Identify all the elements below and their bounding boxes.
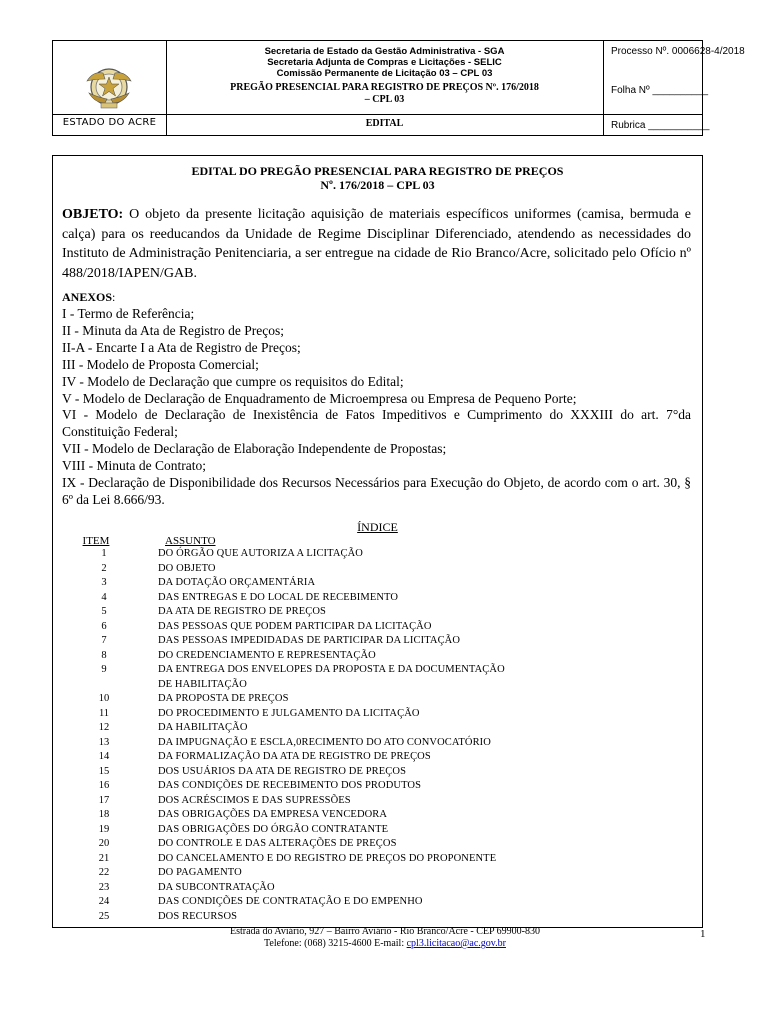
indice-item-number-text: 5 <box>101 606 107 617</box>
pregao-line-1: PREGÃO PRESENCIAL PARA REGISTRO DE PREÇOS Nº. 176/2018 <box>230 82 539 93</box>
header-edital: EDITAL <box>365 118 404 129</box>
indice-row <box>53 707 693 722</box>
indice-item-subject: DAS PESSOAS IMPEDIDADAS DE PARTICIPAR DA LICITAÇÃO <box>158 635 461 646</box>
anexo-item: I - Termo de Referência; <box>62 306 195 321</box>
footer-address: Estrada do Aviário, 927 – Bairro Aviário - Rio Branco/Acre - CEP 69900-830 <box>229 926 541 937</box>
indice-item-number-text: 16 <box>98 780 110 791</box>
indice-item-number <box>53 837 150 852</box>
comissao-line: Comissão Permanente de Licitação 03 – CPL 03 <box>276 68 493 79</box>
indice-item-number <box>53 721 150 736</box>
indice-item-subject: DO PAGAMENTO <box>158 867 242 878</box>
indice-item-subject: DA PROPOSTA DE PREÇOS <box>158 693 289 704</box>
indice-item-subject: DA HABILITAÇÃO <box>158 722 248 733</box>
indice-item-number-text: 23 <box>98 881 110 893</box>
objeto-label: OBJETO: <box>62 207 124 222</box>
edital-title-line-2: Nº. 176/2018 – CPL 03 <box>320 178 435 192</box>
indice-item-subject: DO ÓRGÃO QUE AUTORIZA A LICITAÇÃO <box>158 548 363 559</box>
edital-title-line-1: EDITAL DO PREGÃO PRESENCIAL PARA REGISTRO DE PREÇOS <box>191 164 564 178</box>
indice-row <box>53 692 693 707</box>
indice-item-subject: DAS ENTREGAS E DO LOCAL DE RECEBIMENTO <box>158 591 399 603</box>
indice-item-number <box>53 562 150 577</box>
indice-row <box>53 547 693 562</box>
indice-item-subject: DA ATA DE REGISTRO DE PREÇOS <box>158 606 326 617</box>
indice-item-subject: DO OBJETO <box>158 562 216 574</box>
footer-email-link[interactable]: cpl3.licitacao@ac.gov.br <box>406 938 506 949</box>
indice-item-subject: DAS OBRIGAÇÕES DA EMPRESA VENCEDORA <box>158 809 388 820</box>
indice-item-number-text: 14 <box>98 751 110 762</box>
indice-row <box>53 605 693 620</box>
anexo-item: III - Modelo de Proposta Comercial; <box>62 356 259 372</box>
indice-item-number <box>53 620 150 635</box>
indice-item-number <box>53 823 150 838</box>
edital-title <box>53 164 702 192</box>
indice-item-number-text: 3 <box>101 577 107 588</box>
pregao-line-2: – CPL 03 <box>364 94 405 105</box>
anexo-item: IX - Declaração de Disponibilidade dos Recursos Necessários para Execução do Objeto, de acordo com o art. 30, § 6º da Lei 8.666/93. <box>62 475 691 507</box>
document-footer <box>0 926 770 950</box>
indice-title: ÍNDICE <box>357 520 398 534</box>
indice-item-number-text: 22 <box>98 867 110 878</box>
indice-item-number <box>53 707 150 722</box>
indice-item-subject: DA ENTREGA DOS ENVELOPES DA PROPOSTA E DA DOCUMENTAÇÃO <box>158 664 505 675</box>
secretaria-line: Secretaria de Estado da Gestão Administrativa - SGA <box>264 46 505 57</box>
indice-row <box>53 750 693 765</box>
indice-item-number <box>53 910 150 925</box>
indice-item-number-text: 12 <box>98 722 110 733</box>
indice-item-number-text: 9 <box>101 664 107 675</box>
indice-assunto-header: ASSUNTO <box>165 535 216 547</box>
header-pregao <box>166 82 603 106</box>
anexos-heading <box>62 290 115 305</box>
indice-item-number-text: 7 <box>101 635 107 646</box>
indice-item-number <box>53 866 150 881</box>
indice-item-subject: DA SUBCONTRATAÇÃO <box>158 881 275 893</box>
indice-item-subject: DAS PESSOAS QUE PODEM PARTICIPAR DA LICITAÇÃO <box>158 620 432 632</box>
indice-item-number-text: 10 <box>98 693 110 704</box>
indice-item-subject: DO CANCELAMENTO E DO REGISTRO DE PREÇOS DO PROPONENTE <box>158 852 497 864</box>
indice-item-number <box>53 808 150 823</box>
indice-item-number <box>53 779 150 794</box>
indice-row <box>53 562 693 577</box>
secretaria-adjunta-line: Secretaria Adjunta de Compras e Licitações - SELIC <box>267 57 502 68</box>
indice-item-number <box>53 852 150 867</box>
indice-row <box>53 721 693 736</box>
indice-row <box>53 634 693 649</box>
anexos-list <box>62 306 691 509</box>
anexo-item: II - Minuta da Ata de Registro de Preços; <box>62 322 284 338</box>
indice-row <box>53 765 693 780</box>
indice-row <box>53 576 693 591</box>
document-header <box>52 40 745 136</box>
state-name: ESTADO DO ACRE <box>62 117 157 128</box>
objeto-text: O objeto da presente licitação aquisição de materiais específicos uniformes (camisa, bermuda e calça) para os reeducandos da Unidade de Regime Disciplinar Diferenciado, atendendo as necessidades do Instituto de Administração Penitenciaria, a ser entregue na cidade de Rio Branco/Acre, solicitado pelo Ofício nº 488/2018/IAPEN/GAB. <box>62 207 691 281</box>
indice-item-number <box>53 605 150 620</box>
indice-row <box>53 866 693 881</box>
indice-row <box>53 895 693 910</box>
indice-item-number-text: 2 <box>101 562 107 574</box>
indice-item-subject: DO PROCEDIMENTO E JULGAMENTO DA LICITAÇÃO <box>158 707 420 719</box>
indice-item-number <box>53 591 150 606</box>
indice-item-number-text: 11 <box>98 707 110 719</box>
header-divider <box>53 114 702 115</box>
header-process-cell <box>603 41 745 135</box>
indice-item-number <box>53 547 150 562</box>
anexos-colon: : <box>112 290 116 304</box>
objeto-paragraph <box>62 205 691 283</box>
indice-item-number <box>53 765 150 780</box>
indice-item-number <box>53 649 150 664</box>
header-logo-cell <box>53 41 167 135</box>
folha-field: Folha Nº __________ <box>611 85 709 96</box>
indice-row <box>53 910 693 925</box>
header-title-cell <box>166 41 604 135</box>
indice-item-number-text: 17 <box>98 794 110 806</box>
indice-item-number-text: 24 <box>98 896 110 907</box>
indice-row <box>53 620 693 635</box>
indice-row <box>53 823 693 838</box>
indice-row <box>53 881 693 896</box>
indice-row <box>53 736 693 751</box>
indice-item-subject: DAS CONDIÇÕES DE CONTRATAÇÃO E DO EMPENHO <box>158 896 423 907</box>
anexos-label: ANEXOS <box>62 290 113 304</box>
indice-item-number-text: 4 <box>101 591 107 603</box>
document-body <box>52 155 703 928</box>
footer-contact <box>0 938 770 950</box>
indice-item-number-text: 18 <box>98 809 110 820</box>
anexo-item: VI - Modelo de Declaração de Inexistência de Fatos Impeditivos e Cumprimento do XXXIII do art. 7°da Constituição Federal; <box>62 407 691 440</box>
state-seal-icon <box>83 63 135 111</box>
indice-item-subject: DOS ACRÉSCIMOS E DAS SUPRESSÕES <box>158 794 351 806</box>
indice-item-number <box>53 678 150 693</box>
anexo-item: IV - Modelo de Declaração que cumpre os requisitos do Edital; <box>62 373 404 389</box>
indice-row <box>53 591 693 606</box>
indice-row <box>53 852 693 867</box>
anexo-item: II-A - Encarte I a Ata de Registro de Preços; <box>62 339 301 355</box>
indice-row <box>53 649 693 664</box>
indice-item-header: ITEM <box>82 535 110 547</box>
footer-phone: Telefone: (068) 3215-4600 E-mail: <box>264 938 407 949</box>
indice-item-number <box>53 895 150 910</box>
indice-item-number <box>53 794 150 809</box>
indice-item-subject: DA IMPUGNAÇÃO E ESCLA,0RECIMENTO DO ATO CONVOCATÓRIO <box>158 736 491 748</box>
indice-item-number <box>53 881 150 896</box>
indice-item-subject: DA FORMALIZAÇÃO DA ATA DE REGISTRO DE PREÇOS <box>158 751 431 762</box>
indice-item-subject: DE HABILITAÇÃO <box>158 678 247 690</box>
indice-row <box>53 678 693 693</box>
indice-item-number <box>53 634 150 649</box>
anexo-item: V - Modelo de Declaração de Enquadramento de Microempresa ou Empresa de Pequeno Porte; <box>62 390 577 406</box>
indice-item-subject: DAS OBRIGAÇÕES DO ÓRGÃO CONTRATANTE <box>158 823 389 835</box>
indice-row <box>53 837 693 852</box>
indice-row <box>53 794 693 809</box>
indice-row <box>53 808 693 823</box>
indice-item-number <box>53 750 150 765</box>
indice-item-number <box>53 663 150 678</box>
header-department <box>166 46 603 79</box>
indice-table <box>53 547 693 924</box>
indice-item-number-text: 19 <box>98 823 110 835</box>
indice-item-number-text: 21 <box>98 852 110 864</box>
indice-item-number <box>53 692 150 707</box>
indice-row <box>53 663 693 678</box>
indice-item-number <box>53 736 150 751</box>
indice-item-subject: DA DOTAÇÃO ORÇAMENTÁRIA <box>158 577 316 588</box>
indice-item-number-text: 8 <box>101 649 107 661</box>
indice-item-subject: DOS RECURSOS <box>158 910 238 922</box>
indice-item-number-text: 6 <box>101 620 107 632</box>
page-number: 1 <box>700 928 706 940</box>
processo-number: Processo Nº. 0006628-4/2018 <box>611 46 745 57</box>
indice-item-subject: DOS USUÁRIOS DA ATA DE REGISTRO DE PREÇOS <box>158 765 407 777</box>
indice-item-number-text: 13 <box>98 736 110 748</box>
indice-item-subject: DAS CONDIÇÕES DE RECEBIMENTO DOS PRODUTOS <box>158 780 422 791</box>
indice-item-number-text: 20 <box>98 838 110 849</box>
indice-item-number-text: 25 <box>98 910 110 922</box>
indice-item-subject: DO CONTROLE E DAS ALTERAÇÕES DE PREÇOS <box>158 838 397 849</box>
anexo-item: VIII - Minuta de Contrato; <box>62 458 206 474</box>
indice-row <box>53 779 693 794</box>
indice-item-number <box>53 576 150 591</box>
indice-item-number-text: 15 <box>98 765 110 777</box>
anexo-item: VII - Modelo de Declaração de Elaboração Independente de Propostas; <box>62 441 447 457</box>
rubrica-field: Rubrica ___________ <box>611 120 710 131</box>
indice-item-number-text: 1 <box>101 548 107 559</box>
indice-item-subject: DO CREDENCIAMENTO E REPRESENTAÇÃO <box>158 649 376 661</box>
